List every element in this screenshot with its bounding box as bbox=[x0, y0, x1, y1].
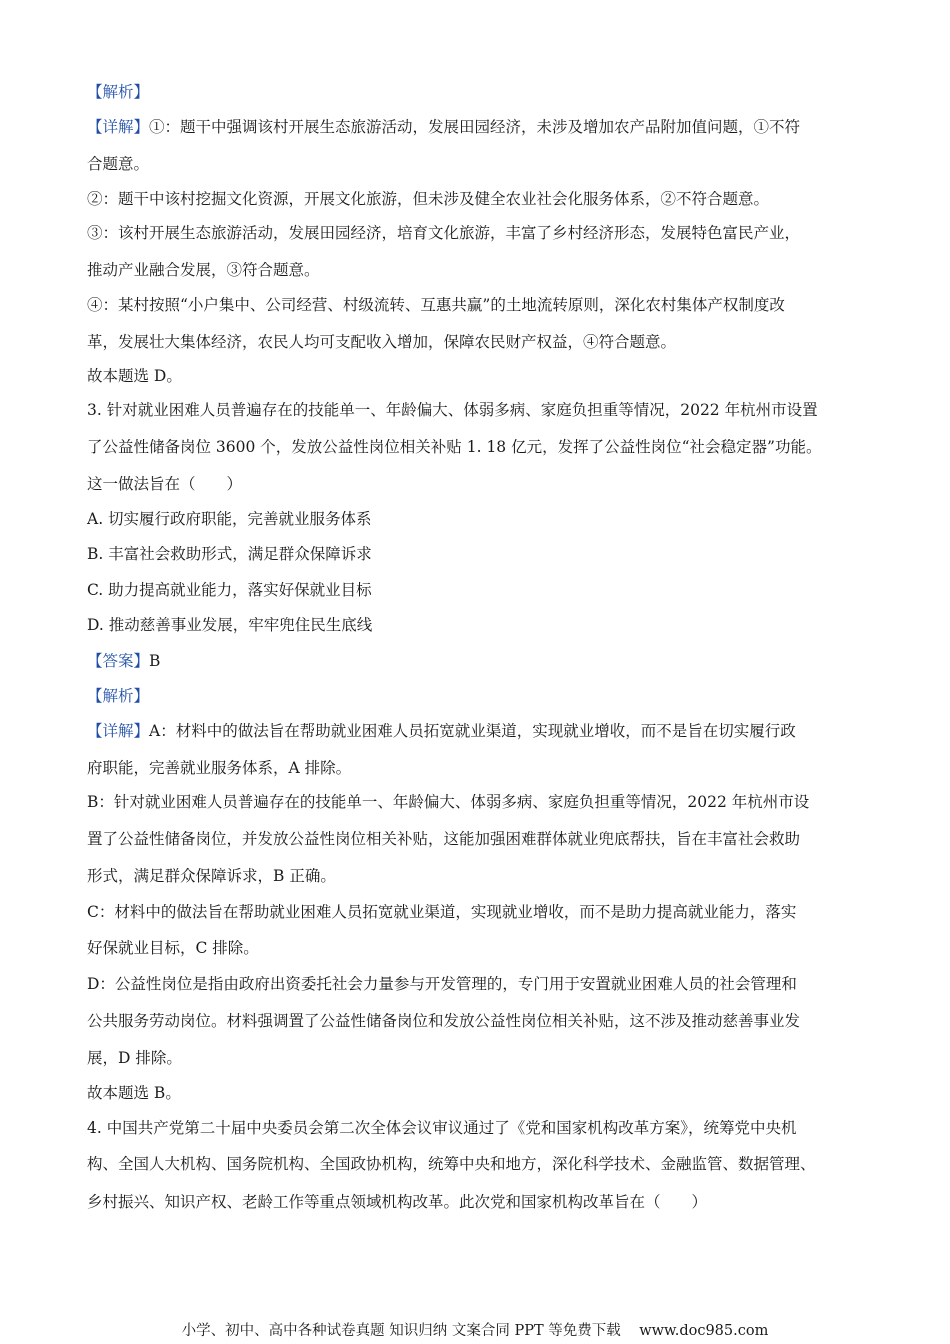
question-4-stem: 4. 中国共产党第二十届中央委员会第二次全体会议审议通过了《党和国家机构改革方案》，统筹党中央机 bbox=[87, 1119, 797, 1137]
paragraph-line: 形式，满足群众保障诉求，B 正确。 bbox=[87, 867, 336, 885]
question-4-stem: 乡村振兴、知识产权、老龄工作等重点领域机构改革。此次党和国家机构改革旨在（ ） bbox=[87, 1193, 708, 1211]
option-c: C. 助力提高就业能力，落实好保就业目标 bbox=[87, 581, 372, 599]
answer-heading: 【答案】 bbox=[87, 652, 150, 670]
analysis-heading: 【解析】 bbox=[87, 83, 150, 101]
analysis-heading: 【解析】 bbox=[87, 687, 150, 705]
paragraph-line: 置了公益性储备岗位，并发放公益性岗位相关补贴，这能加强困难群体就业兜底帮扶，旨在丰富社会救助 bbox=[87, 830, 801, 848]
answer-value: B bbox=[149, 652, 161, 670]
option-d: D. 推动慈善事业发展，牢牢兜住民生底线 bbox=[87, 616, 373, 634]
question-4-stem: 构、全国人大机构、国务院机构、全国政协机构，统筹中央和地方，深化科学技术、金融监管、数据管理、 bbox=[87, 1155, 816, 1173]
conclusion-line: 故本题选 B。 bbox=[87, 1084, 181, 1102]
paragraph-line: 好保就业目标，C 排除。 bbox=[87, 939, 259, 957]
paragraph-line: 展，D 排除。 bbox=[87, 1049, 182, 1067]
option-b: B. 丰富社会救助形式，满足群众保障诉求 bbox=[87, 545, 372, 563]
paragraph-line: 推动产业融合发展，③符合题意。 bbox=[87, 261, 320, 279]
answer-line bbox=[87, 649, 160, 673]
paragraph-line: 府职能，完善就业服务体系，A 排除。 bbox=[87, 759, 352, 777]
paragraph-line: ④：某村按照“小户集中、公司经营、村级流转、互惠共赢”的土地流转原则，深化农村集体产权制度改 bbox=[87, 296, 785, 314]
footer-text: 小学、初中、高中各种试卷真题 知识归纳 文案合同 PPT 等免费下载 bbox=[181, 1323, 621, 1339]
detail-heading: 【详解】 bbox=[87, 722, 150, 740]
detail-heading: 【详解】 bbox=[87, 118, 150, 136]
paragraph-line: ②：题干中该村挖掘文化资源，开展文化旅游，但未涉及健全农业社会化服务体系，②不符合题意。 bbox=[87, 190, 770, 208]
paragraph-line: D：公益性岗位是指由政府出资委托社会力量参与开发管理的，专门用于安置就业困难人员的社会管理和 bbox=[87, 975, 797, 993]
paragraph-line: C：材料中的做法旨在帮助就业困难人员拓宽就业渠道，实现就业增收，而不是助力提高就业能力，落实 bbox=[87, 903, 797, 921]
paragraph-line: 公共服务劳动岗位。材料强调置了公益性储备岗位和发放公益性岗位相关补贴，这不涉及推动慈善事业发 bbox=[87, 1012, 801, 1030]
paragraph-line: ③：该村开展生态旅游活动，发展田园经济，培育文化旅游，丰富了乡村经济形态，发展特色富民产业， bbox=[87, 224, 801, 242]
option-a: A. 切实履行政府职能，完善就业服务体系 bbox=[87, 510, 372, 528]
question-3-stem: 3. 针对就业困难人员普遍存在的技能单一、年龄偏大、体弱多病、家庭负担重等情况，2022 年杭州市设置 bbox=[87, 401, 818, 419]
question-3-stem: 了公益性储备岗位 3600 个，发放公益性岗位相关补贴 1. 18 亿元，发挥了公益性岗位“社会稳定器”功能。 bbox=[87, 438, 822, 456]
detail-text: A：材料中的做法旨在帮助就业困难人员拓宽就业渠道，实现就业增收，而不是旨在切实履行政 bbox=[149, 722, 796, 740]
conclusion-line: 故本题选 D。 bbox=[87, 367, 182, 385]
paragraph-line: 合题意。 bbox=[87, 155, 150, 173]
paragraph-line: 革，发展壮大集体经济，农民人均可支配收入增加，保障农民财产权益，④符合题意。 bbox=[87, 333, 677, 351]
page-footer bbox=[0, 1321, 950, 1341]
question-3-stem: 这一做法旨在（ ） bbox=[87, 475, 243, 493]
footer-site-link[interactable]: www.doc985.com bbox=[639, 1323, 769, 1339]
detail-text: ①：题干中强调该村开展生态旅游活动，发展田园经济，未涉及增加农产品附加值问题，①不符 bbox=[149, 118, 801, 136]
paragraph-line: B：针对就业困难人员普遍存在的技能单一、年龄偏大、体弱多病、家庭负担重等情况，2022 年杭州市设 bbox=[87, 793, 810, 811]
paragraph-line bbox=[87, 115, 800, 139]
paragraph-line bbox=[87, 719, 796, 743]
